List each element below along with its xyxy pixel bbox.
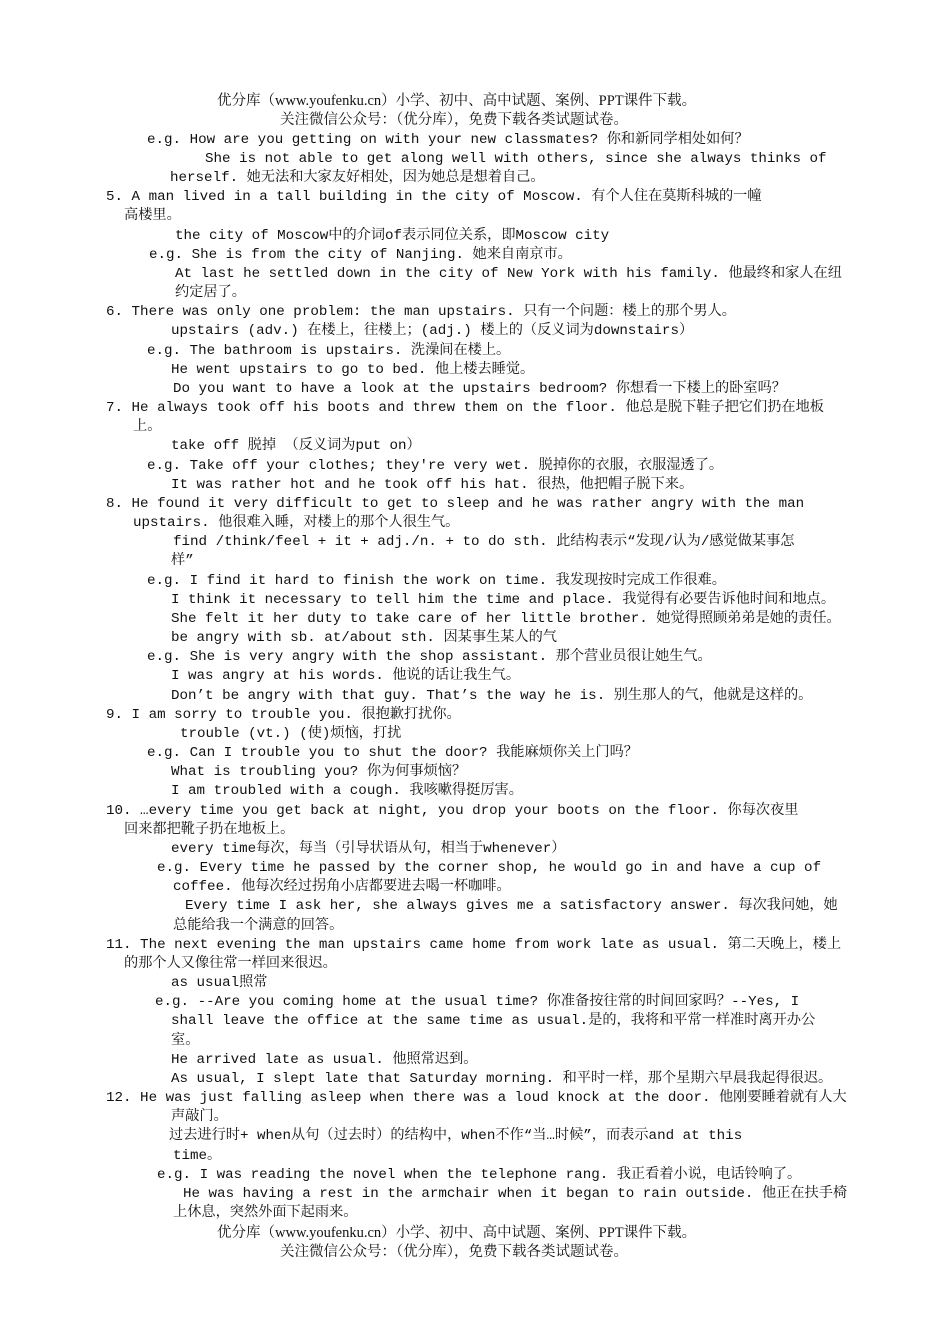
item-7-text: 上。	[133, 419, 162, 435]
example-sentence: shall leave the office at the same time as usual.是的，我将和平常一样准时离开办公	[171, 1013, 816, 1029]
item-12-note: 过去进行时+ when从句（过去时）的结构中，when不作“当…时候”，而表示and at this	[169, 1128, 743, 1144]
item-10-note: every time每次，每当（引导状语从句，相当于whenever）	[171, 841, 566, 857]
item-8-note: find /think/feel + it + adj./n. + to do sth. 此结构表示“发现/认为/感觉做某事怎	[173, 534, 795, 550]
example-sentence: e.g. She is very angry with the shop assistant. 那个营业员很让她生气。	[147, 649, 712, 665]
example-sentence: e.g. Take off your clothes; they're very wet. 脱掉你的衣服，衣服湿透了。	[147, 458, 724, 474]
example-sentence: As usual, I slept late that Saturday morning. 和平时一样，那个星期六早晨我起得很迟。	[171, 1071, 833, 1087]
page-footer-line-2: 关注微信公众号：（优分库），免费下载各类试题试卷。	[280, 1244, 628, 1260]
item-8-text: 8. He found it very difficult to get to sleep and he was rather angry with the man	[106, 496, 805, 512]
example-sentence: e.g. The bathroom is upstairs. 洗澡间在楼上。	[147, 343, 511, 359]
example-sentence: He was having a rest in the armchair when it began to rain outside. 他正在扶手椅	[183, 1186, 848, 1202]
item-5-text: 高楼里。	[124, 208, 181, 224]
example-sentence: He arrived late as usual. 他照常迟到。	[171, 1052, 478, 1068]
example-sentence: herself. 她无法和大家友好相处，因为她总是想着自己。	[170, 170, 545, 186]
item-12-text: 声敲门。	[171, 1109, 228, 1125]
example-sentence: 上休息，突然外面下起雨来。	[173, 1205, 358, 1221]
example-sentence: I think it necessary to tell him the time and place. 我觉得有必要告诉他时间和地点。	[171, 592, 836, 608]
example-sentence: At last he settled down in the city of New York with his family. 他最终和家人在纽	[175, 266, 842, 282]
example-sentence: I was angry at his words. 他说的话让我生气。	[171, 668, 521, 684]
item-5-note: the city of Moscow中的介词of表示同位关系，即Moscow city	[175, 228, 610, 244]
item-8-note: 样”	[171, 553, 194, 569]
example-sentence: e.g. She is from the city of Nanjing. 她来自南京市。	[149, 247, 572, 263]
item-5-text: 5. A man lived in a tall building in the city of Moscow. 有个人住在莫斯科城的一幢	[106, 189, 762, 205]
item-11-note: as usual照常	[171, 975, 268, 991]
example-sentence: I am troubled with a cough. 我咳嗽得挺厉害。	[171, 783, 523, 799]
example-sentence: 室。	[171, 1033, 200, 1049]
item-9-note: trouble (vt.) (使)烦恼，打扰	[180, 726, 402, 742]
example-sentence: It was rather hot and he took off his hat. 很热，他把帽子脱下来。	[171, 477, 694, 493]
item-12-text: 12. He was just falling asleep when there was a loud knock at the door. 他刚要睡着就有人大	[106, 1090, 847, 1106]
example-sentence: e.g. How are you getting on with your new classmates? 你和新同学相处如何？	[147, 132, 749, 148]
item-7-text: 7. He always took off his boots and threw them on the floor. 他总是脱下鞋子把它们扔在地板	[106, 400, 824, 416]
example-sentence: She felt it her duty to take care of her little brother. 她觉得照顾弟弟是她的责任。	[171, 611, 841, 627]
item-10-text: 10. …every time you get back at night, you drop your boots on the floor. 你每次夜里	[106, 803, 799, 819]
example-sentence: e.g. Every time he passed by the corner shop, he would go in and have a cup of	[157, 860, 822, 876]
item-7-note: take off 脱掉 （反义词为put on）	[171, 438, 421, 454]
example-sentence: coffee. 他每次经过拐角小店都要进去喝一杯咖啡。	[173, 879, 511, 895]
example-sentence: Every time I ask her, she always gives me a satisfactory answer. 每次我问她，她	[185, 898, 838, 914]
item-11-text: 的那个人又像往常一样回来很迟。	[124, 956, 337, 972]
item-11-text: 11. The next evening the man upstairs came home from work late as usual. 第二天晚上，楼上	[106, 937, 842, 953]
example-sentence: e.g. I find it hard to finish the work on time. 我发现按时完成工作很难。	[147, 573, 726, 589]
example-sentence: 总能给我一个满意的回答。	[173, 918, 344, 934]
page-footer-line-1: 优分库（www.youfenku.cn）小学、初中、高中试题、案例、PPT课件下载。	[217, 1225, 697, 1241]
example-sentence: Do you want to have a look at the upstairs bedroom? 你想看一下楼上的卧室吗？	[173, 381, 786, 397]
example-sentence: 约定居了。	[175, 285, 246, 301]
example-sentence: What is troubling you? 你为何事烦恼？	[171, 764, 467, 780]
item-9-text: 9. I am sorry to trouble you. 很抱歉打扰你。	[106, 707, 461, 723]
example-sentence: e.g. --Are you coming home at the usual time? 你准备按往常的时间回家吗？--Yes, I	[155, 994, 800, 1010]
example-sentence: He went upstairs to go to bed. 他上楼去睡觉。	[171, 362, 535, 378]
page-header-line-2: 关注微信公众号：（优分库），免费下载各类试题试卷。	[280, 112, 628, 128]
example-sentence: e.g. Can I trouble you to shut the door? 我能麻烦你关上门吗？	[147, 745, 638, 761]
page-header-line-1: 优分库（www.youfenku.cn）小学、初中、高中试题、案例、PPT课件下载。	[217, 93, 697, 109]
example-sentence: e.g. I was reading the novel when the telephone rang. 我正看着小说，电话铃响了。	[157, 1167, 802, 1183]
example-sentence: Don’t be angry with that guy. That’s the way he is. 别生那人的气，他就是这样的。	[171, 688, 813, 704]
item-6-note: upstairs (adv.) 在楼上，往楼上；(adj.) 楼上的（反义词为downstairs）	[171, 323, 694, 339]
item-12-note: time。	[173, 1148, 222, 1164]
item-6-text: 6. There was only one problem: the man upstairs. 只有一个问题：楼上的那个男人。	[106, 304, 736, 320]
item-8-note: be angry with sb. at/about sth. 因某事生某人的气	[171, 630, 557, 646]
item-10-text: 回来都把靴子扔在地板上。	[124, 822, 295, 838]
example-sentence: She is not able to get along well with others, since she always thinks of	[205, 151, 827, 167]
item-8-text: upstairs. 他很难入睡，对楼上的那个人很生气。	[133, 515, 460, 531]
